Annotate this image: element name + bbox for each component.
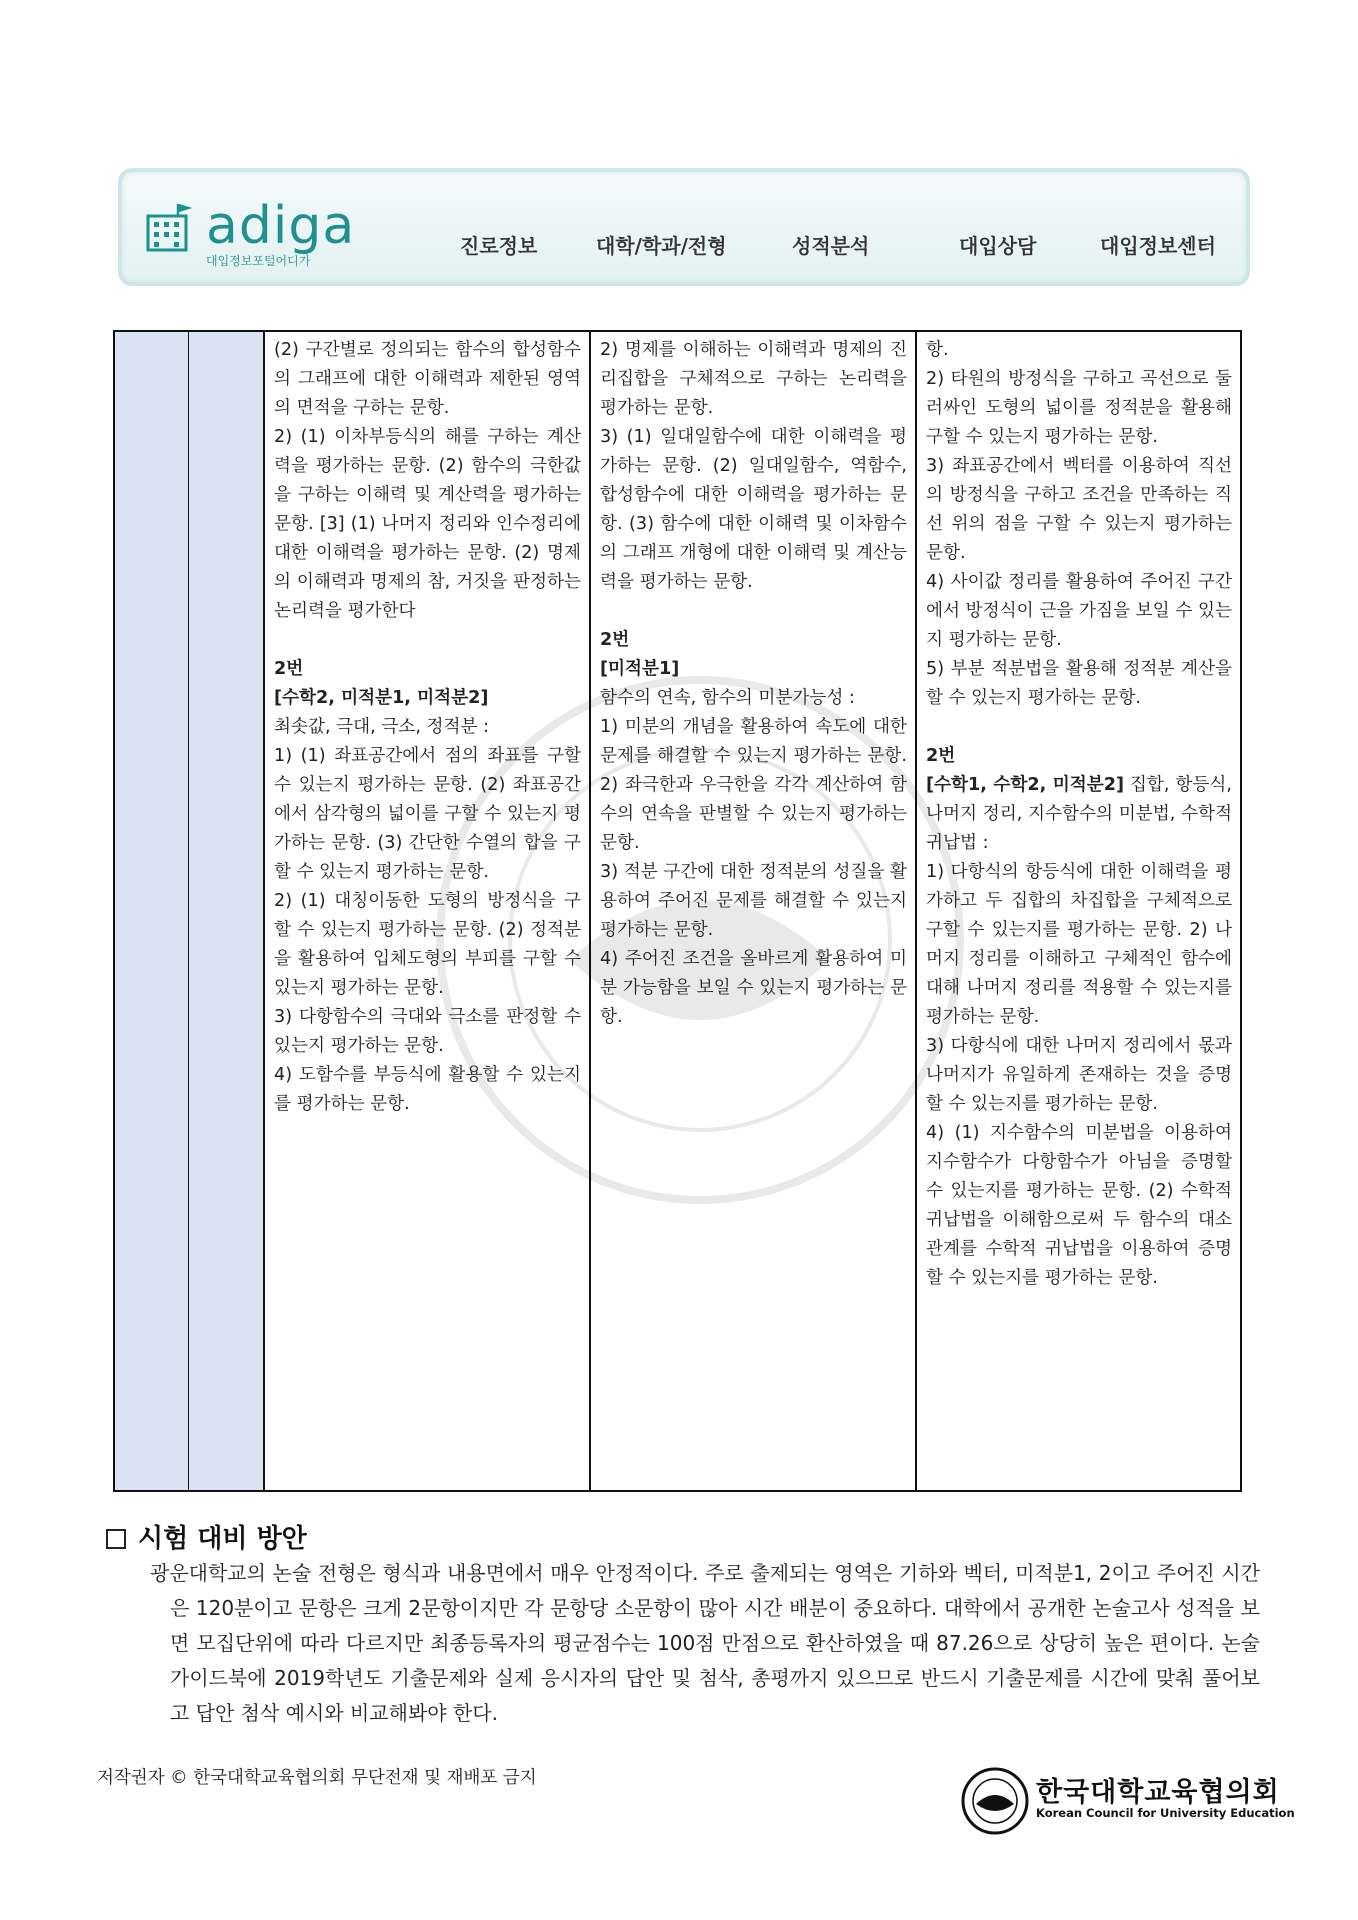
col-a-topics: 최솟값, 극대, 극소, 정적분 : <box>274 717 490 737</box>
logo-wordmark: adiga <box>206 196 356 256</box>
col-c-text: 3) 다항식에 대한 나머지 정리에서 몫과 나머지가 유일하게 존재하는 것을 증명할 수 있는지를 평가하는 문항. <box>926 1036 1232 1114</box>
section-title-text: 시험 대비 방안 <box>138 1524 307 1554</box>
kcue-logo <box>960 1766 1295 1836</box>
col-a-subjects: [수학2, 미적분1, 미적분2] <box>274 688 489 708</box>
col-a-text: 1) (1) 좌표공간에서 점의 좌표를 구할 수 있는지 평가하는 문항. (2) 좌표공간에서 삼각형의 넓이를 구할 수 있는지 평가하는 문항. (3) 간단한 수열의 합을 구할 수 있는지 평가하는 문항. <box>274 746 581 882</box>
kcue-name-english: Korean Council for University Education <box>1036 1806 1295 1820</box>
col-a-text: 2) (1) 이차부등식의 해를 구하는 계산력을 평가하는 문항. (2) 함수의 극한값을 구하는 이해력 및 계산력을 평가하는 문항. [3] (1) 나머지 정리와 인수정리에 대한 이해력을 평가하는 문항. (2) 명제의 이해력과 명제의 참, 거짓을 판정하는 논리력을 평가한다 <box>274 427 581 621</box>
spacer <box>274 626 581 655</box>
kcue-seal-icon <box>960 1766 1030 1836</box>
adiga-logo[interactable] <box>144 196 374 266</box>
nav-career-info[interactable]: 진로정보 <box>460 234 538 258</box>
col-c-text: 2) 타원의 방정식을 구하고 곡선으로 둘러싸인 도형의 넓이를 정적분을 활용해 구할 수 있는지 평가하는 문항. <box>926 369 1232 447</box>
col-a-text: 4) 도함수를 부등식에 활용할 수 있는지를 평가하는 문항. <box>274 1065 581 1114</box>
col-a-question-number: 2번 <box>274 659 304 679</box>
col-b-text: 3) 적분 구간에 대한 정적분의 성질을 활용하여 주어진 문제를 해결할 수 있는지 평가하는 문항. <box>600 862 907 940</box>
col-c-topics: 집합, 항등식, 나머지 정리, 지수함수의 미분법, 수학적 귀납법 : <box>926 775 1232 853</box>
building-icon <box>144 202 200 256</box>
col-c-text: 3) 좌표공간에서 벡터를 이용하여 직선의 방정식을 구하고 조건을 만족하는 직선 위의 점을 구할 수 있는지 평가하는 문항. <box>926 456 1232 563</box>
col-b-subjects: [미적분1] <box>600 659 680 679</box>
col-a-text: 2) (1) 대칭이동한 도형의 방정식을 구할 수 있는지 평가하는 문항. (2) 정적분을 활용하여 입체도형의 부피를 구할 수 있는지 평가하는 문항. <box>274 891 581 998</box>
nav-admission-counseling[interactable]: 대입상담 <box>959 234 1037 258</box>
col-a-text: 3) 다항함수의 극대와 극소를 판정할 수 있는지 평가하는 문항. <box>274 1007 581 1056</box>
col-b-question-number: 2번 <box>600 630 630 650</box>
col-c-text: 1) 다항식의 항등식에 대한 이해력을 평가하고 두 집합의 차집합을 구체적으로 구할 수 있는지를 평가하는 문항. 2) 나머지 정리를 이해하고 구체적인 함수에 대해 나머지 정리를 적용할 수 있는지를 평가하는 문항. <box>926 862 1232 1027</box>
col-c-question-number: 2번 <box>926 746 956 766</box>
kcue-name-korean: 한국대학교육협의회 <box>1036 1777 1280 1808</box>
table-category-cell <box>115 332 189 1490</box>
nav-university-admission[interactable]: 대학/학과/전형 <box>596 234 727 258</box>
col-c-text: 항. <box>926 340 949 360</box>
section-title <box>106 1518 307 1555</box>
col-b-text: 3) (1) 일대일함수에 대한 이해력을 평가하는 문항. (2) 일대일함수, 역함수, 합성함수에 대한 이해력을 평가하는 문항. (3) 함수에 대한 이해력 및 이차함수의 그래프 개형에 대한 이해력 및 계산능력을 평가하는 문항. <box>600 427 907 592</box>
header-banner <box>118 168 1250 286</box>
nav-grade-analysis[interactable]: 성적분석 <box>792 234 870 258</box>
copyright-notice: 저작권자 © 한국대학교육협의회 무단전재 및 재배포 금지 <box>97 1768 537 1788</box>
col-c-text: 4) 사이값 정리를 활용하여 주어진 구간에서 방정식이 근을 가짐을 보일 수 있는지 평가하는 문항. <box>926 572 1232 650</box>
col-b-text: 4) 주어진 조건을 올바르게 활용하여 미분 가능함을 보일 수 있는지 평가하는 문항. <box>600 949 907 1027</box>
nav-admission-info-center[interactable]: 대입정보센터 <box>1100 234 1216 258</box>
table-column-b <box>591 332 917 1490</box>
col-b-topics: 함수의 연속, 함수의 미분가능성 : <box>600 688 855 708</box>
col-c-text: 4) (1) 지수함수의 미분법을 이용하여 지수함수가 다항함수가 아님을 증명할 수 있는지를 평가하는 문항. (2) 수학적 귀납법을 이해함으로써 두 함수의 대소 관계를 수학적 귀납법을 이용하여 증명할 수 있는지를 평가하는 문항. <box>926 1123 1232 1288</box>
col-a-text: (2) 구간별로 정의되는 함수의 합성함수의 그래프에 대한 이해력과 제한된 영역의 면적을 구하는 문항. <box>274 340 581 418</box>
exam-items-table <box>113 330 1242 1492</box>
col-b-text: 1) 미분의 개념을 활용하여 속도에 대한 문제를 해결할 수 있는지 평가하는 문항. 2) 좌극한과 우극한을 각각 계산하여 함수의 연속을 판별할 수 있는지 평가하는 문항. <box>600 717 907 853</box>
logo-subtitle: 대입정보포털어디가 <box>206 254 311 268</box>
checkbox-square-icon <box>106 1529 126 1549</box>
table-column-c <box>917 332 1240 1490</box>
spacer <box>926 713 1232 742</box>
section-body: 광운대학교의 논술 전형은 형식과 내용면에서 매우 안정적이다. 주로 출제되는 영역은 기하와 벡터, 미적분1, 2이고 주어진 시간은 120분이고 문항은 크게 2문항이지만 각 문항당 소문항이 많아 시간 배분이 중요하다. 대학에서 공개한 논술고사 성적을 보면 모집단위에 따라 다르지만 최종등록자의 평균점수는 100점 만점으로 환산하였을 때 87.26으로 상당히 높은 편이다. 논술가이드북에 2019학년도 기출문제와 실제 응시자의 답안 및 첨삭, 총평까지 있으므로 반드시 기출문제를 시간에 맞춰 풀어보고 답안 첨삭 예시와 비교해봐야 한다. <box>150 1561 1260 1725</box>
col-c-subjects: [수학1, 수학2, 미적분2] <box>926 775 1125 795</box>
spacer <box>600 597 907 626</box>
col-c-text: 5) 부분 적분법을 활용해 정적분 계산을 할 수 있는지 평가하는 문항. <box>926 659 1232 708</box>
table-subcategory-cell <box>189 332 265 1490</box>
table-column-a <box>265 332 591 1490</box>
col-b-text: 2) 명제를 이해하는 이해력과 명제의 진리집합을 구체적으로 구하는 논리력을 평가하는 문항. <box>600 340 907 418</box>
